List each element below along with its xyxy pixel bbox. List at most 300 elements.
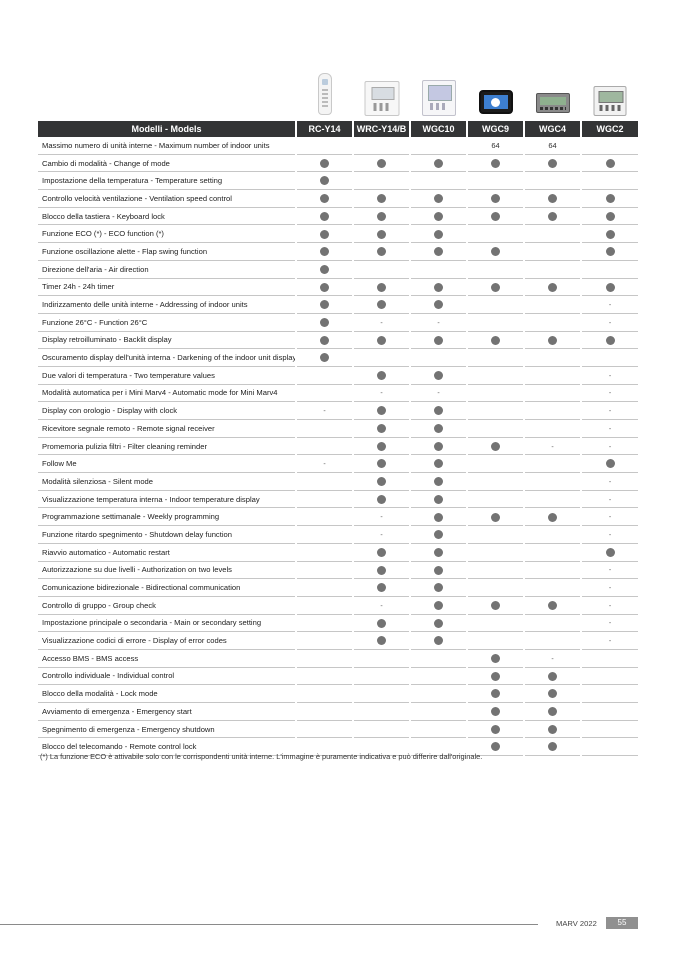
supported-dot-icon: [377, 619, 386, 628]
supported-dot-icon: [548, 212, 557, 221]
feature-cell: [467, 649, 524, 667]
feature-cell: [296, 614, 353, 632]
feature-cell: [410, 313, 467, 331]
model-header: WGC10: [410, 121, 467, 137]
feature-cell: [581, 207, 638, 225]
feature-label: Blocco del telecomando - Remote control lock: [38, 738, 296, 756]
feature-cell: [353, 331, 410, 349]
feature-cell: [353, 420, 410, 438]
table-row: [38, 508, 638, 526]
not-available-mark: -: [437, 319, 440, 327]
feature-cell: [524, 331, 581, 349]
feature-cell: [524, 508, 581, 526]
supported-dot-icon: [434, 442, 443, 451]
supported-dot-icon: [491, 742, 500, 751]
feature-cell: [467, 473, 524, 491]
table-row: [38, 561, 638, 579]
feature-cell: [524, 526, 581, 544]
supported-dot-icon: [434, 495, 443, 504]
supported-dot-icon: [606, 159, 615, 168]
feature-cell: [581, 331, 638, 349]
feature-label: Follow Me: [38, 455, 296, 473]
feature-cell: [524, 614, 581, 632]
supported-dot-icon: [491, 336, 500, 345]
feature-cell: [581, 402, 638, 420]
feature-cell: [524, 296, 581, 314]
feature-cell: [296, 508, 353, 526]
supported-dot-icon: [434, 619, 443, 628]
feature-cell: [353, 561, 410, 579]
feature-cell: [296, 384, 353, 402]
not-available-mark: -: [551, 443, 554, 451]
feature-cell: [410, 543, 467, 561]
table-row: [38, 667, 638, 685]
feature-label: Blocco della tastiera - Keyboard lock: [38, 207, 296, 225]
feature-cell: [296, 596, 353, 614]
feature-cell: [410, 614, 467, 632]
table-row: [38, 190, 638, 208]
supported-dot-icon: [320, 336, 329, 345]
supported-dot-icon: [434, 583, 443, 592]
feature-label: Controllo individuale - Individual control: [38, 667, 296, 685]
feature-cell: [296, 366, 353, 384]
feature-cell: [353, 437, 410, 455]
supported-dot-icon: [434, 159, 443, 168]
supported-dot-icon: [548, 601, 557, 610]
supported-dot-icon: [434, 300, 443, 309]
supported-dot-icon: [491, 654, 500, 663]
feature-label: Indirizzamento delle unità interne - Addressing of indoor units: [38, 296, 296, 314]
model-header: WRC-Y14/B: [353, 121, 410, 137]
table-row: [38, 296, 638, 314]
feature-cell: [410, 349, 467, 367]
feature-cell: [410, 685, 467, 703]
table-row: [38, 402, 638, 420]
feature-cell: [524, 154, 581, 172]
supported-dot-icon: [377, 495, 386, 504]
supported-dot-icon: [434, 283, 443, 292]
feature-label: Promemoria pulizia filtri - Filter cleaning reminder: [38, 437, 296, 455]
supported-dot-icon: [320, 247, 329, 256]
not-available-mark: -: [380, 319, 383, 327]
supported-dot-icon: [377, 548, 386, 557]
not-available-mark: -: [551, 655, 554, 663]
feature-label: Ricevitore segnale remoto - Remote signal receiver: [38, 420, 296, 438]
feature-cell: [410, 490, 467, 508]
feature-cell: [467, 543, 524, 561]
feature-cell: [353, 225, 410, 243]
feature-label: Oscuramento display dell'unità interna - Darkening of the indoor unit display: [38, 349, 296, 367]
not-available-mark: -: [608, 638, 612, 646]
supported-dot-icon: [434, 230, 443, 239]
product-image-cell: [467, 68, 524, 120]
feature-cell: [581, 384, 638, 402]
feature-cell: [467, 490, 524, 508]
not-available-mark: -: [608, 390, 612, 398]
not-available-mark: -: [608, 620, 612, 628]
supported-dot-icon: [434, 477, 443, 486]
feature-cell: [581, 508, 638, 526]
supported-dot-icon: [606, 230, 615, 239]
table-row: [38, 331, 638, 349]
table-row: [38, 243, 638, 261]
table-row: [38, 437, 638, 455]
not-available-mark: -: [380, 531, 383, 539]
feature-cell: [581, 190, 638, 208]
feature-cell: [581, 703, 638, 721]
feature-cell: [353, 278, 410, 296]
feature-label: Modalità silenziosa - Silent mode: [38, 473, 296, 491]
table-row: [38, 543, 638, 561]
feature-cell: [467, 384, 524, 402]
feature-cell: [296, 543, 353, 561]
not-available-mark: -: [380, 602, 383, 610]
feature-cell: [296, 473, 353, 491]
feature-cell: [581, 243, 638, 261]
feature-cell: [296, 561, 353, 579]
feature-cell: [581, 366, 638, 384]
table-row: [38, 313, 638, 331]
table-row: [38, 278, 638, 296]
feature-cell: [581, 614, 638, 632]
supported-dot-icon: [491, 513, 500, 522]
table-row: [38, 526, 638, 544]
feature-cell: [581, 313, 638, 331]
feature-comparison-table: [38, 121, 638, 756]
feature-cell: [410, 260, 467, 278]
table-row: [38, 720, 638, 738]
feature-cell: [410, 437, 467, 455]
feature-label: Riavvio automatico - Automatic restart: [38, 543, 296, 561]
feature-cell: [524, 313, 581, 331]
supported-dot-icon: [548, 689, 557, 698]
feature-cell: [581, 420, 638, 438]
supported-dot-icon: [377, 566, 386, 575]
feature-cell: [353, 543, 410, 561]
table-row: [38, 614, 638, 632]
feature-cell: [296, 526, 353, 544]
feature-cell: [524, 225, 581, 243]
supported-dot-icon: [434, 247, 443, 256]
feature-cell: [410, 225, 467, 243]
feature-label: Comunicazione bidirezionale - Bidirectional communication: [38, 579, 296, 597]
supported-dot-icon: [377, 300, 386, 309]
feature-cell: [467, 137, 524, 154]
feature-label: Display retroilluminato - Backlit display: [38, 331, 296, 349]
feature-cell: [524, 420, 581, 438]
product-images: [296, 68, 638, 120]
supported-dot-icon: [377, 283, 386, 292]
feature-cell: [410, 384, 467, 402]
feature-cell: [296, 720, 353, 738]
feature-cell: [581, 685, 638, 703]
supported-dot-icon: [434, 212, 443, 221]
supported-dot-icon: [434, 601, 443, 610]
feature-cell: [353, 172, 410, 190]
supported-dot-icon: [377, 459, 386, 468]
feature-cell: [581, 455, 638, 473]
feature-cell: [581, 490, 638, 508]
feature-cell: [410, 207, 467, 225]
feature-cell: [353, 526, 410, 544]
feature-cell: [467, 296, 524, 314]
feature-cell: [467, 349, 524, 367]
supported-dot-icon: [548, 672, 557, 681]
supported-dot-icon: [434, 371, 443, 380]
feature-cell: [524, 703, 581, 721]
feature-cell: [524, 473, 581, 491]
feature-label: Visualizzazione codici di errore - Display of error codes: [38, 632, 296, 650]
product-image-cell: [353, 68, 410, 120]
feature-cell: [581, 260, 638, 278]
supported-dot-icon: [434, 636, 443, 645]
feature-cell: [410, 172, 467, 190]
footnote: (*) La funzione ECO è attivabile solo con le corrispondenti unità interne. L'immagine è puramente indicativa e può differire dall'originale.: [40, 752, 483, 761]
feature-label: Direzione dell'aria - Air direction: [38, 260, 296, 278]
supported-dot-icon: [548, 336, 557, 345]
supported-dot-icon: [548, 194, 557, 203]
not-available-mark: -: [608, 425, 612, 433]
supported-dot-icon: [491, 159, 500, 168]
feature-cell: [296, 243, 353, 261]
feature-cell: [296, 490, 353, 508]
rc-y14-remote-icon: [318, 73, 332, 115]
not-available-mark: -: [380, 390, 383, 398]
not-available-mark: -: [608, 514, 612, 522]
feature-cell: [524, 632, 581, 650]
feature-cell: [524, 137, 581, 154]
table-row: [38, 225, 638, 243]
feature-cell: [353, 579, 410, 597]
feature-cell: [581, 278, 638, 296]
feature-label: Programmazione settimanale - Weekly programming: [38, 508, 296, 526]
feature-cell: [524, 384, 581, 402]
feature-cell: [296, 649, 353, 667]
feature-cell: [410, 720, 467, 738]
feature-cell: [467, 526, 524, 544]
models-header: Modelli - Models: [38, 121, 296, 137]
supported-dot-icon: [377, 230, 386, 239]
feature-cell: [296, 349, 353, 367]
feature-cell: [581, 720, 638, 738]
not-available-mark: -: [608, 567, 612, 575]
supported-dot-icon: [606, 283, 615, 292]
feature-cell: [467, 579, 524, 597]
feature-cell: [296, 225, 353, 243]
feature-cell: [353, 667, 410, 685]
table-header-row: [38, 121, 638, 137]
supported-dot-icon: [320, 230, 329, 239]
not-available-mark: -: [608, 302, 612, 310]
feature-cell: [410, 296, 467, 314]
feature-cell: [467, 614, 524, 632]
feature-cell: [296, 331, 353, 349]
feature-cell: [467, 561, 524, 579]
feature-cell: [467, 632, 524, 650]
feature-cell: [467, 508, 524, 526]
footer-brand: MARV 2022: [556, 919, 597, 928]
not-available-mark: -: [608, 602, 612, 610]
supported-dot-icon: [548, 283, 557, 292]
feature-cell: [353, 349, 410, 367]
feature-cell: [296, 420, 353, 438]
supported-dot-icon: [434, 530, 443, 539]
supported-dot-icon: [491, 689, 500, 698]
feature-label: Accesso BMS - BMS access: [38, 649, 296, 667]
feature-cell: [581, 561, 638, 579]
feature-cell: [467, 313, 524, 331]
table-row: [38, 260, 638, 278]
feature-cell: [296, 313, 353, 331]
feature-cell: [353, 384, 410, 402]
feature-cell: [353, 632, 410, 650]
feature-cell: [524, 278, 581, 296]
feature-label: Timer 24h - 24h timer: [38, 278, 296, 296]
feature-cell: [353, 402, 410, 420]
feature-cell: [410, 190, 467, 208]
not-available-mark: -: [380, 514, 383, 522]
feature-label: Funzione ECO (*) - ECO function (*): [38, 225, 296, 243]
feature-cell: [353, 137, 410, 154]
supported-dot-icon: [377, 371, 386, 380]
cell-value: 64: [548, 140, 557, 150]
feature-cell: [581, 632, 638, 650]
feature-cell: [524, 190, 581, 208]
feature-cell: [467, 225, 524, 243]
not-available-mark: -: [608, 585, 612, 593]
feature-cell: [410, 667, 467, 685]
feature-cell: [524, 455, 581, 473]
feature-cell: [467, 260, 524, 278]
feature-cell: [410, 703, 467, 721]
supported-dot-icon: [434, 548, 443, 557]
supported-dot-icon: [377, 424, 386, 433]
table-row: [38, 596, 638, 614]
table-row: [38, 473, 638, 491]
feature-cell: [296, 296, 353, 314]
supported-dot-icon: [491, 601, 500, 610]
feature-cell: [524, 402, 581, 420]
feature-cell: [410, 649, 467, 667]
table-row: [38, 154, 638, 172]
not-available-mark: -: [608, 478, 612, 486]
feature-cell: [581, 738, 638, 756]
feature-cell: [524, 543, 581, 561]
feature-cell: [296, 137, 353, 154]
feature-cell: [353, 243, 410, 261]
feature-cell: [467, 667, 524, 685]
feature-cell: [467, 366, 524, 384]
feature-cell: [524, 720, 581, 738]
not-available-mark: -: [608, 408, 612, 416]
not-available-mark: -: [608, 319, 612, 327]
feature-cell: [353, 685, 410, 703]
supported-dot-icon: [548, 742, 557, 751]
supported-dot-icon: [377, 336, 386, 345]
supported-dot-icon: [377, 159, 386, 168]
supported-dot-icon: [606, 548, 615, 557]
wgc4-controller-icon: [536, 93, 570, 113]
feature-cell: [296, 190, 353, 208]
feature-cell: [410, 596, 467, 614]
supported-dot-icon: [434, 406, 443, 415]
not-available-mark: -: [608, 531, 612, 539]
feature-cell: [410, 420, 467, 438]
feature-label: Funzione oscillazione alette - Flap swing function: [38, 243, 296, 261]
feature-cell: [524, 172, 581, 190]
supported-dot-icon: [548, 725, 557, 734]
table-row: [38, 384, 638, 402]
feature-cell: [524, 667, 581, 685]
feature-cell: [581, 437, 638, 455]
supported-dot-icon: [320, 353, 329, 362]
feature-cell: [410, 154, 467, 172]
feature-cell: [467, 190, 524, 208]
feature-label: Blocco della modalità - Lock mode: [38, 685, 296, 703]
supported-dot-icon: [491, 194, 500, 203]
supported-dot-icon: [606, 459, 615, 468]
feature-cell: [581, 649, 638, 667]
feature-cell: [524, 685, 581, 703]
feature-label: Funzione ritardo spegnimento - Shutdown delay function: [38, 526, 296, 544]
supported-dot-icon: [434, 336, 443, 345]
feature-cell: [524, 738, 581, 756]
wrc-y14b-controller-icon: [364, 81, 399, 116]
feature-cell: [296, 437, 353, 455]
supported-dot-icon: [377, 212, 386, 221]
table-row: [38, 420, 638, 438]
feature-cell: [410, 579, 467, 597]
feature-cell: [410, 402, 467, 420]
wgc9-touchscreen-icon: [479, 90, 513, 114]
feature-cell: [296, 632, 353, 650]
feature-cell: [581, 349, 638, 367]
feature-cell: [581, 172, 638, 190]
feature-cell: [410, 632, 467, 650]
feature-cell: [581, 473, 638, 491]
cell-value: 64: [491, 140, 500, 150]
feature-cell: [410, 508, 467, 526]
feature-cell: [296, 207, 353, 225]
feature-cell: [353, 614, 410, 632]
feature-cell: [581, 526, 638, 544]
not-available-mark: -: [608, 496, 612, 504]
feature-label: Controllo velocità ventilazione - Ventilation speed control: [38, 190, 296, 208]
feature-cell: [467, 596, 524, 614]
table-row: [38, 172, 638, 190]
feature-cell: [410, 278, 467, 296]
feature-label: Avviamento di emergenza - Emergency start: [38, 703, 296, 721]
supported-dot-icon: [606, 336, 615, 345]
feature-cell: [353, 508, 410, 526]
feature-cell: [581, 579, 638, 597]
feature-cell: [353, 490, 410, 508]
feature-cell: [353, 207, 410, 225]
product-image-cell: [524, 68, 581, 120]
supported-dot-icon: [606, 212, 615, 221]
feature-cell: [296, 703, 353, 721]
feature-cell: [410, 331, 467, 349]
supported-dot-icon: [377, 583, 386, 592]
product-image-cell: [581, 68, 638, 120]
feature-cell: [524, 596, 581, 614]
supported-dot-icon: [377, 406, 386, 415]
feature-label: Impostazione principale o secondaria - Main or secondary setting: [38, 614, 296, 632]
supported-dot-icon: [434, 194, 443, 203]
product-image-cell: [410, 68, 467, 120]
table-row: [38, 685, 638, 703]
feature-cell: [296, 455, 353, 473]
